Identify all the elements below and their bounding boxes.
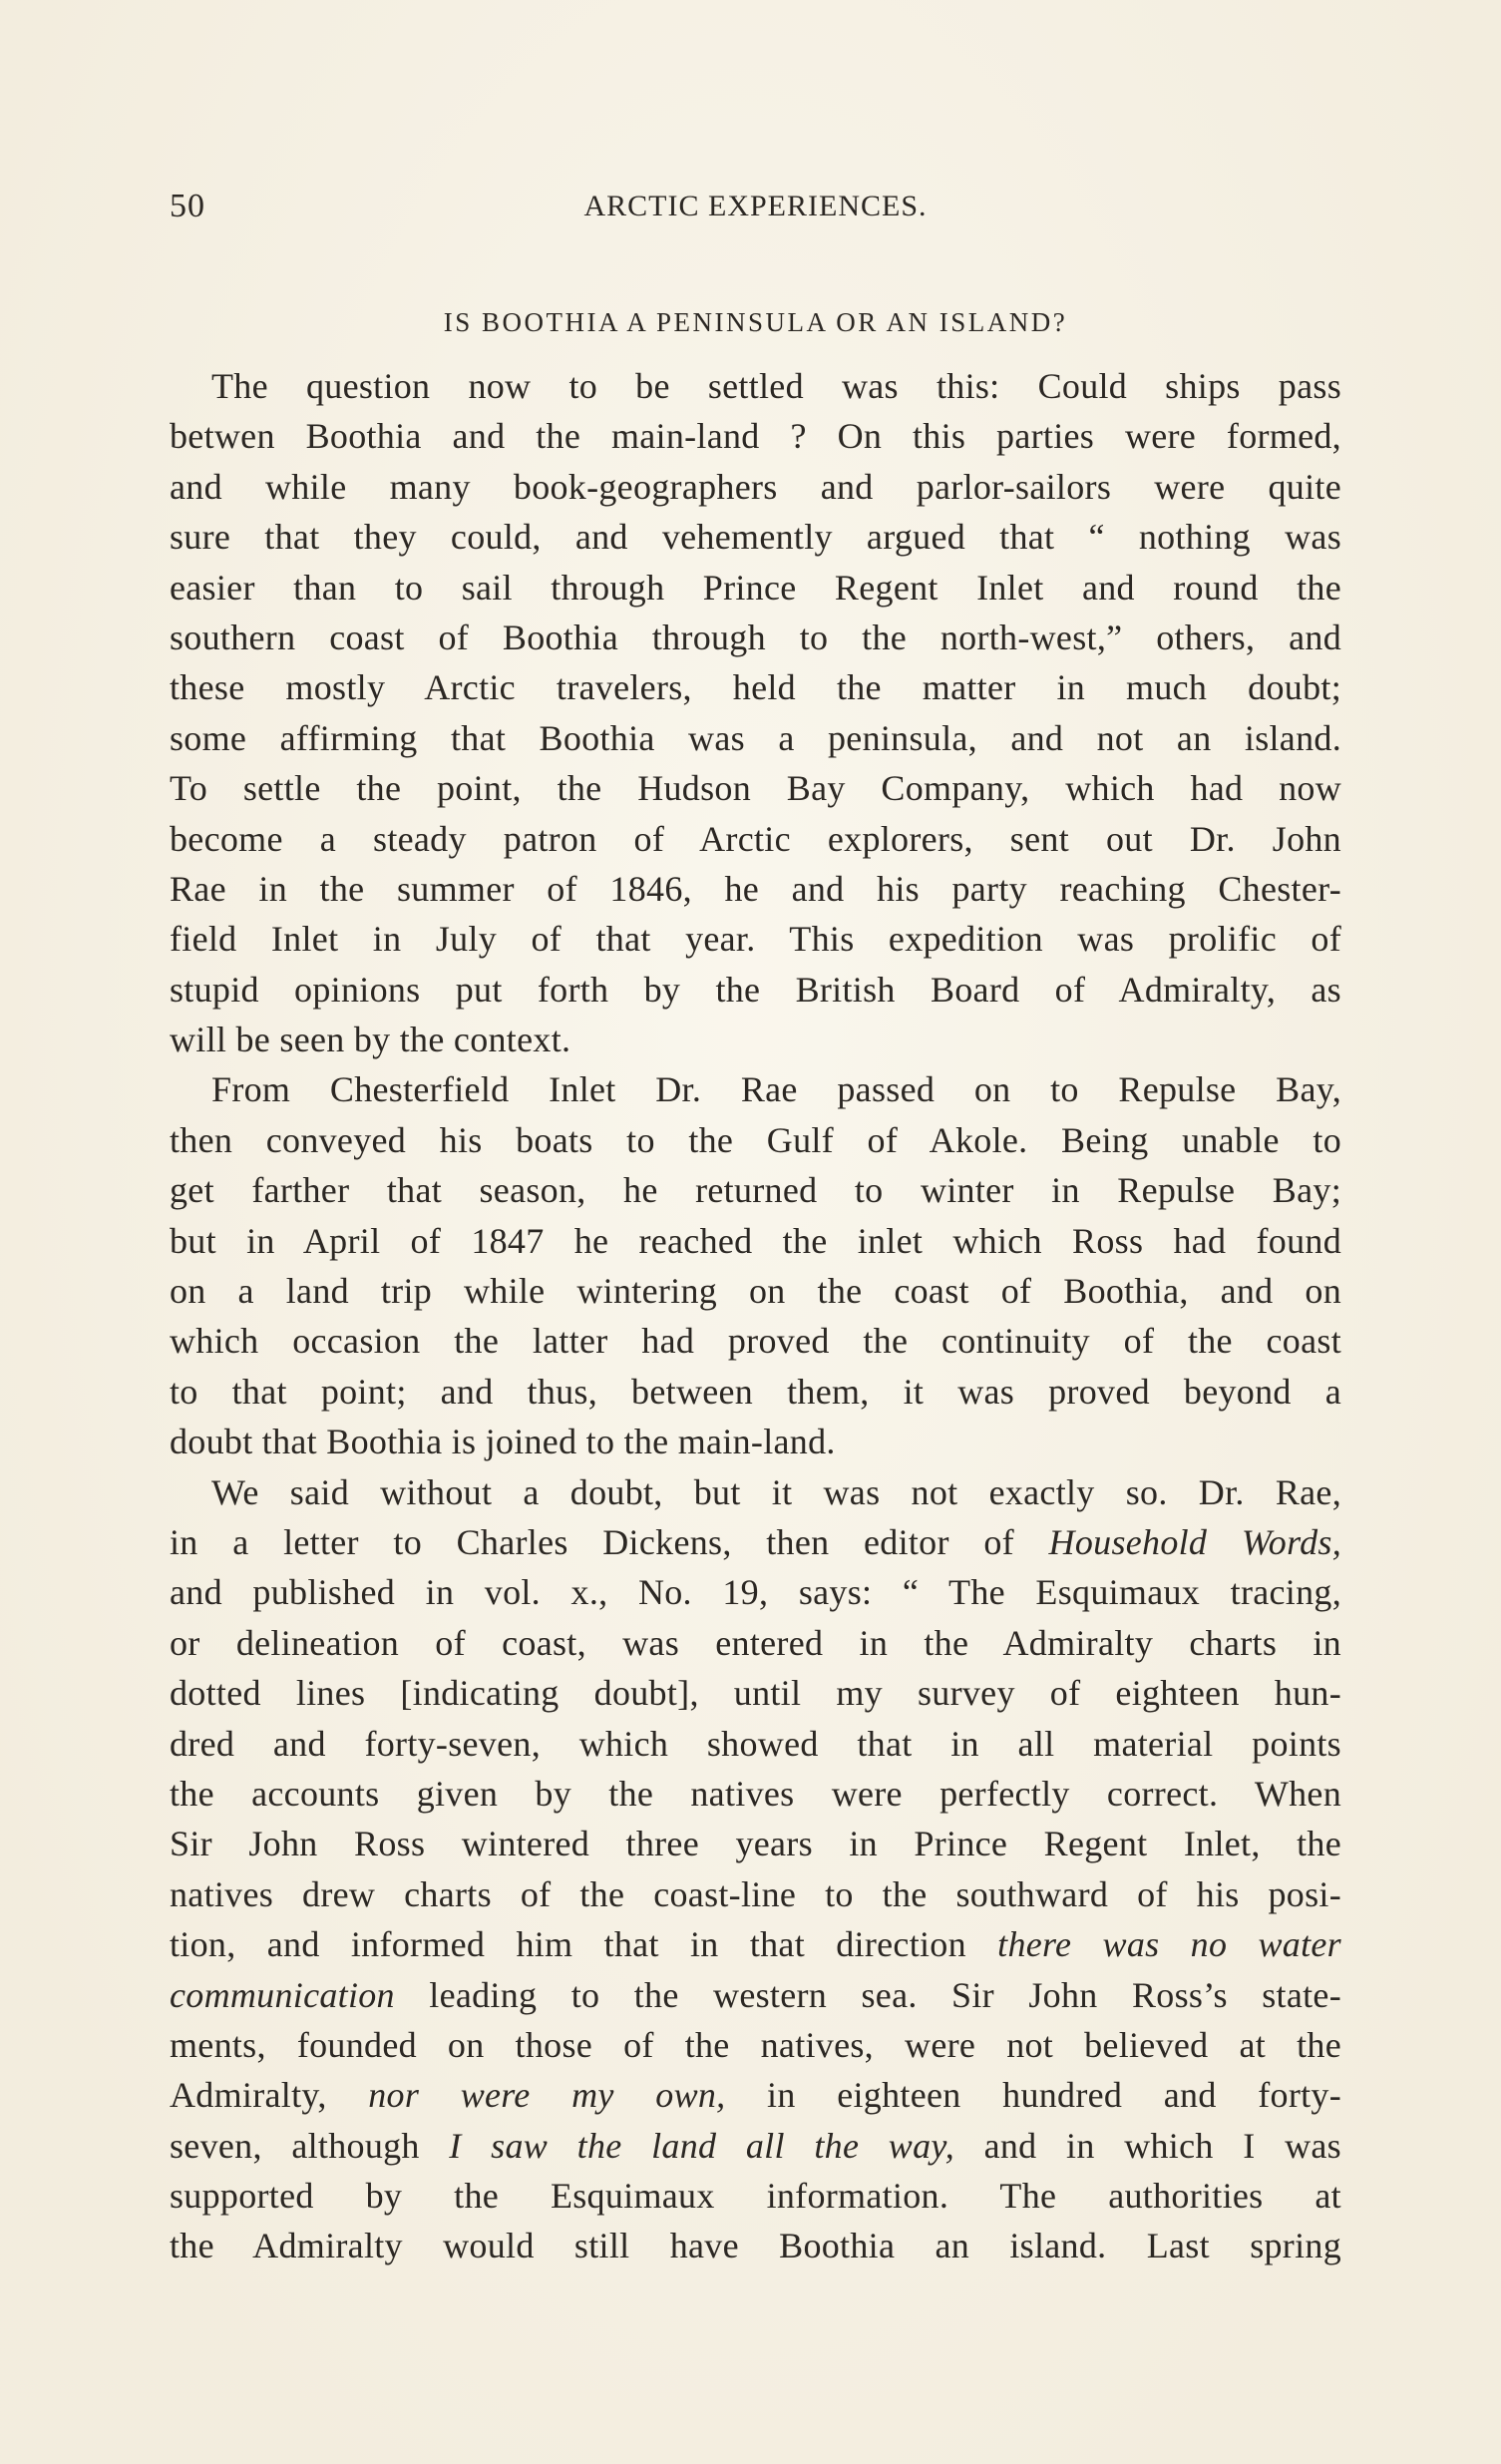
text-segment: in a letter to Charles Dickens, then editor of [170,1521,1049,1562]
text-line [170,1517,1341,1567]
text-line: become a steady patron of Arctic explorers, sent out Dr. John [170,818,1341,859]
text-line: which occasion the latter had proved the continuity of the coast [170,1321,1341,1362]
text-line: get farther that season, he returned to winter in Repulse Bay; [170,1170,1341,1211]
text-line: stupid opinions put forth by the British Board of Admiralty, as [170,969,1341,1010]
text-segment: tion, and informed him that in that direction [170,1924,998,1965]
text-line: and while many book-geographers and parlor-sailors were quite [170,466,1341,507]
text-line: on a land trip while wintering on the coast of Boothia, and on [170,1271,1341,1312]
text-line: ments, founded on those of the natives, were not believed at the [170,2024,1341,2065]
text-line [170,1970,1341,2020]
text-line: We said without a doubt, but it was not exactly so. Dr. Rae, [211,1471,1341,1512]
text-line: easier than to sail through Prince Regent Inlet and round the [170,567,1341,608]
text-line: betwen Boothia and the main-land ? On this parties were formed, [170,416,1341,457]
text-line: the Admiralty would still have Boothia an island. Last spring [170,2226,1341,2266]
text-line: sure that they could, and vehemently argued that “ nothing was [170,517,1341,558]
text-line: From Chesterfield Inlet Dr. Rae passed on to Repulse Bay, [211,1069,1341,1110]
page-number: 50 [170,188,205,224]
italic-text: communication [170,1974,395,2015]
text-line: To settle the point, the Hudson Bay Company, which had now [170,768,1341,809]
text-segment: Admiralty, [170,2075,369,2116]
section-heading: IS BOOTHIA A PENINSULA OR AN ISLAND? [443,307,1068,337]
text-segment: seven, although [170,2125,450,2166]
text-line: doubt that Boothia is joined to the main-land. [170,1422,836,1462]
text-line [170,2070,1341,2120]
text-segment: and in which I was [954,2125,1341,2166]
italic-text: there was no water [997,1924,1341,1965]
running-head [170,188,1341,237]
text-line: or delineation of coast, was entered in the Admiralty charts in [170,1622,1341,1663]
text-line: the accounts given by the natives were perfectly correct. When [170,1773,1341,1814]
text-line: will be seen by the context. [170,1020,571,1060]
text-line: Sir John Ross wintered three years in Prince Regent Inlet, the [170,1824,1341,1864]
italic-text: Household Words, [1048,1521,1341,1562]
body-text [170,361,1341,2271]
text-segment: in eighteen hundred and forty- [725,2075,1342,2116]
text-line: to that point; and thus, between them, it was proved beyond a [170,1371,1341,1412]
text-line: dotted lines [indicating doubt], until my survey of eighteen hun- [170,1673,1341,1714]
text-line: southern coast of Boothia through to the north-west,” others, and [170,616,1341,657]
text-line: natives drew charts of the coast-line to the southward of his posi- [170,1873,1341,1914]
italic-text: I saw the land all the way, [449,2125,954,2166]
text-line [170,2121,1341,2171]
text-line: some affirming that Boothia was a peninsula, and not an island. [170,717,1341,758]
running-title: ARCTIC EXPERIENCES. [583,190,928,222]
text-line: Rae in the summer of 1846, he and his party reaching Chester- [170,868,1341,909]
text-line: The question now to be settled was this: Could ships pass [211,366,1341,406]
text-line: these mostly Arctic travelers, held the matter in much doubt; [170,667,1341,708]
text-line [170,1919,1341,1969]
italic-text: nor were my own, [368,2075,726,2116]
text-line: but in April of 1847 he reached the inlet which Ross had found [170,1220,1341,1261]
text-line: and published in vol. x., No. 19, says: “ The Esquimaux tracing, [170,1572,1341,1613]
text-line: field Inlet in July of that year. This expedition was prolific of [170,919,1341,960]
text-line: dred and forty-seven, which showed that in all material points [170,1723,1341,1764]
text-segment: leading to the western sea. Sir John Ross’s state- [394,1974,1341,2015]
text-line: supported by the Esquimaux information. The authorities at [170,2176,1341,2217]
text-line: then conveyed his boats to the Gulf of Akole. Being unable to [170,1119,1341,1160]
